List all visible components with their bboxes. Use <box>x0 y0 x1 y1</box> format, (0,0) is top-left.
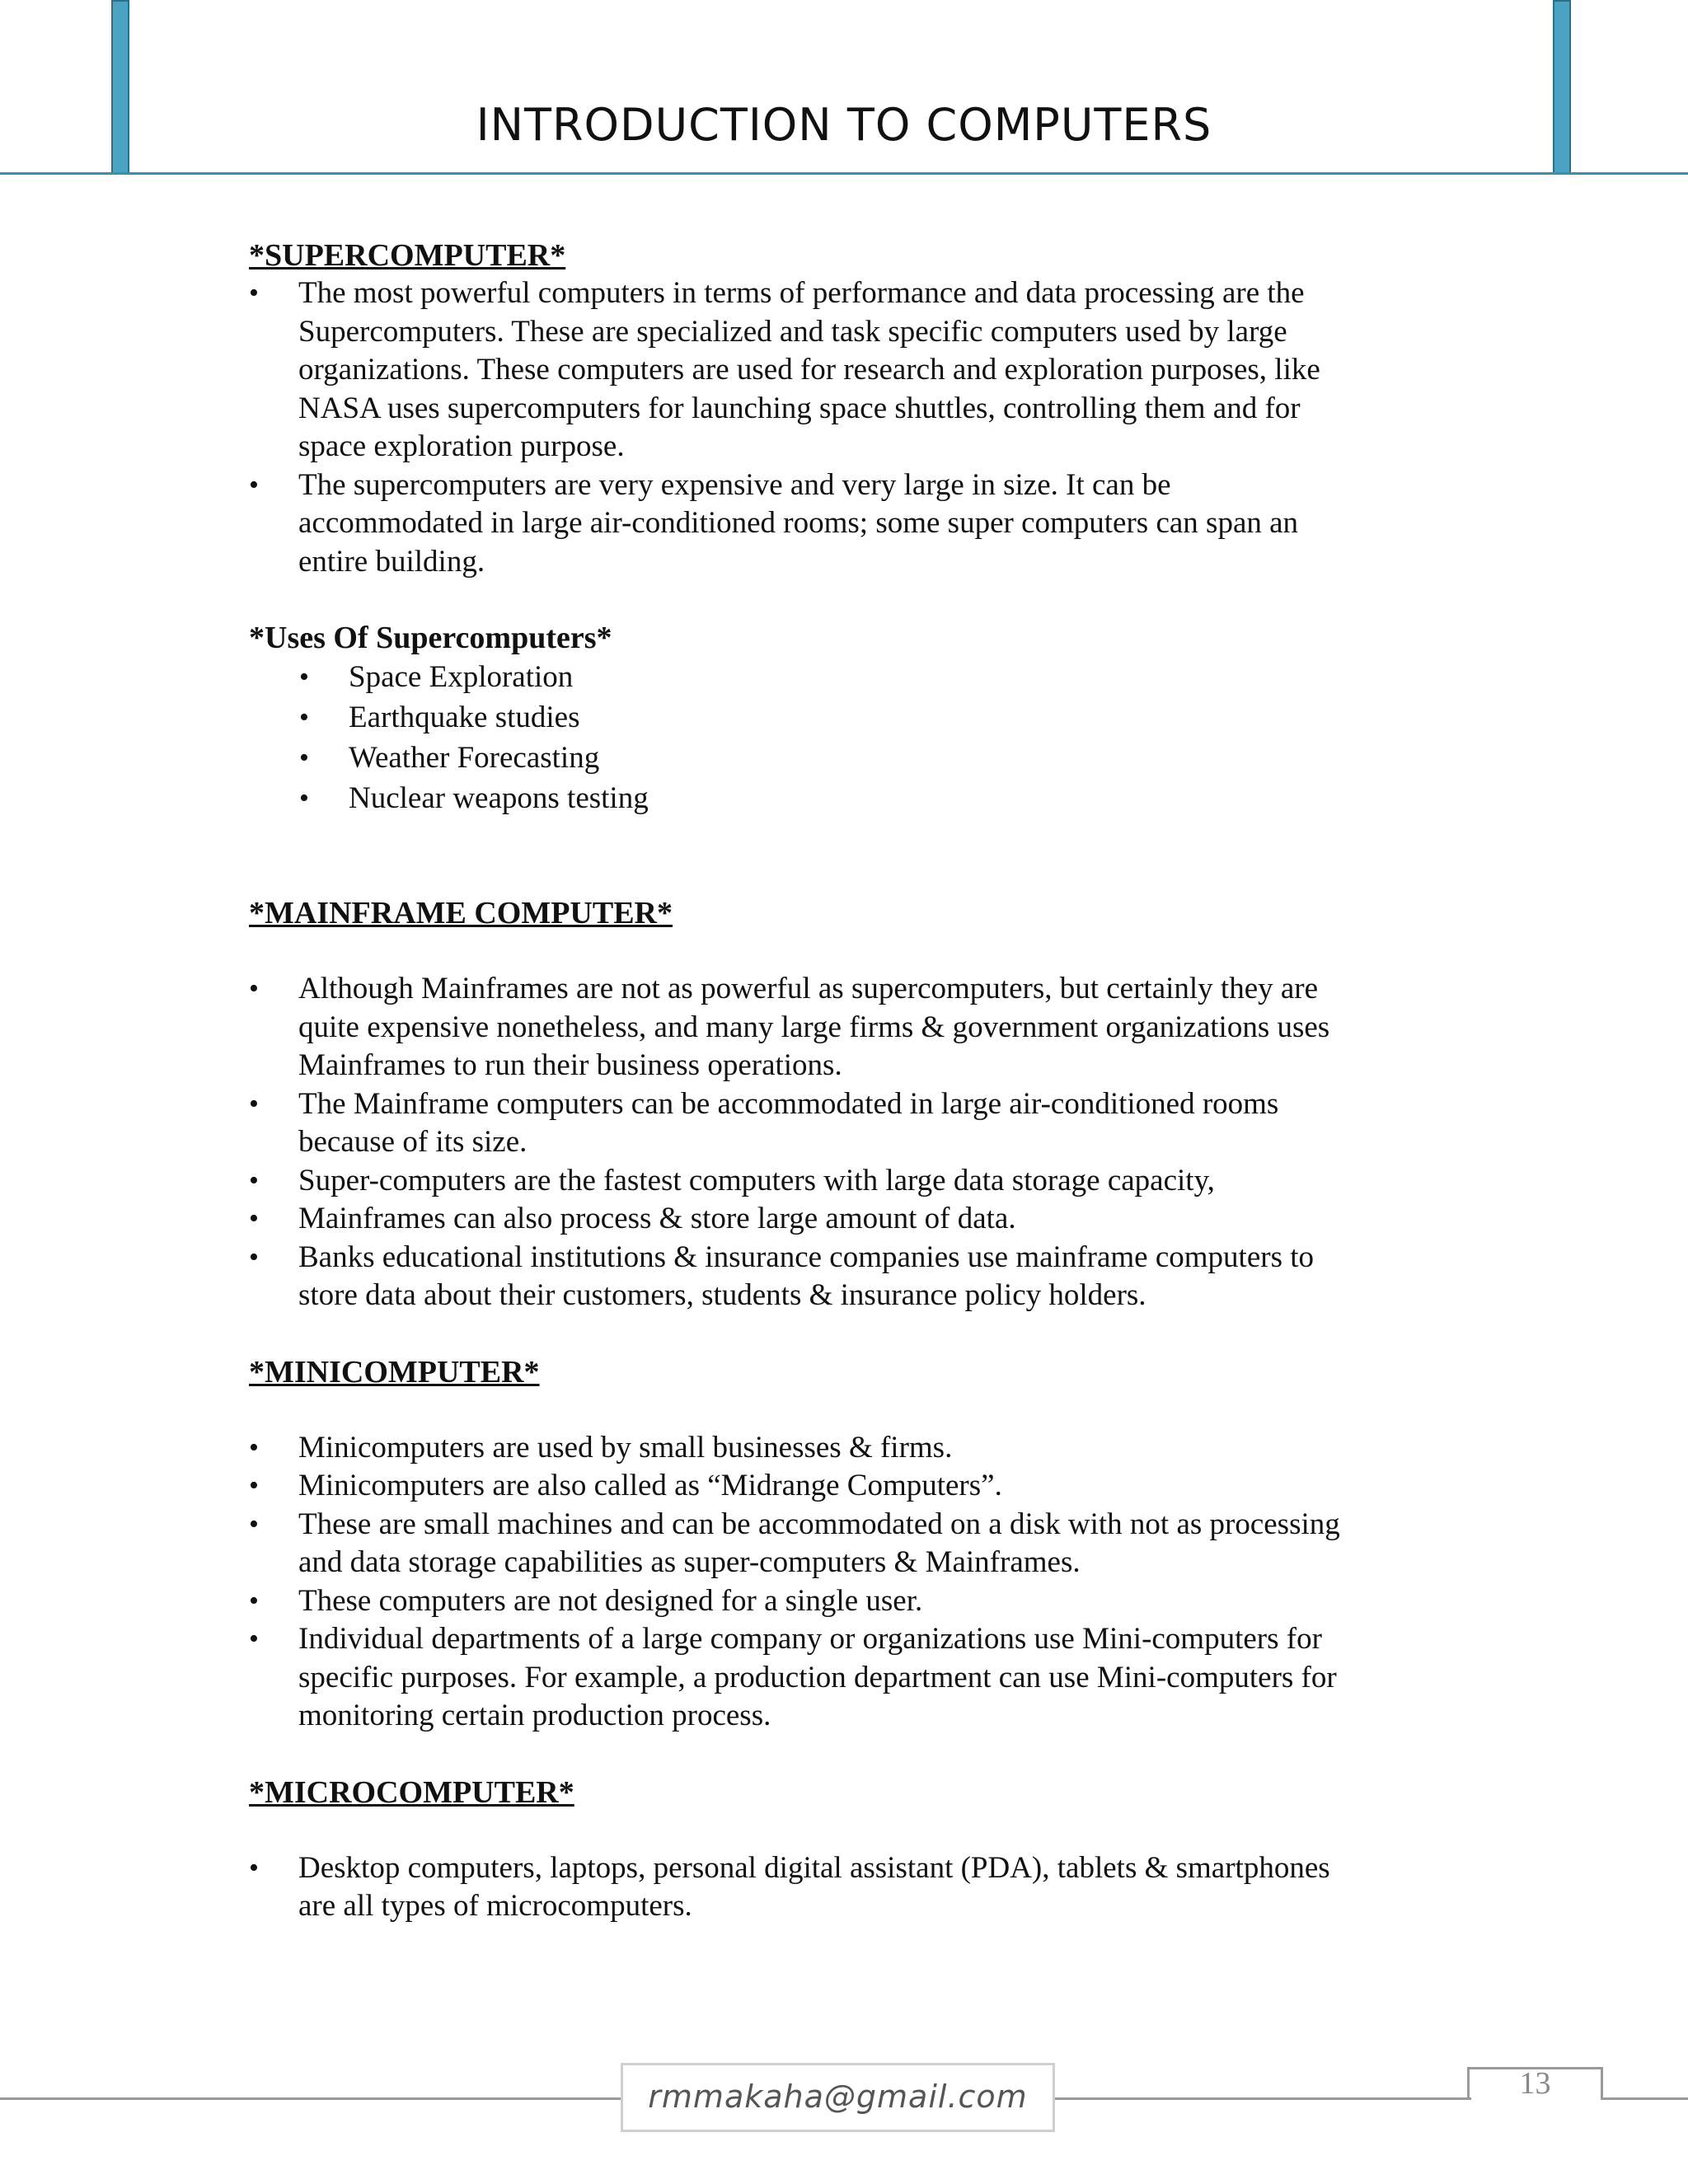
supercomputer-heading: *SUPERCOMPUTER* <box>249 238 566 273</box>
footer-rule-middle <box>1051 2097 1471 2100</box>
minicomputer-heading: *MINICOMPUTER* <box>249 1354 540 1390</box>
list-item: • Weather Forecasting <box>249 738 1469 778</box>
footer-rule-left <box>0 2097 626 2100</box>
supercomputer-list <box>249 274 1469 581</box>
list-item: • Minicomputers are also called as “Midrange Computers”. <box>249 1467 1469 1506</box>
list-item: • Super-computers are the fastest computers with large data storage capacity, <box>249 1162 1469 1201</box>
header-rule <box>0 172 1688 175</box>
list-item: • Individual departments of a large company or organizations use Mini-computers for specific purposes. For example, a production department can use Mini-computers for monitoring certain production process. <box>249 1620 1469 1736</box>
footer-rule-right <box>1601 2097 1688 2100</box>
document-body <box>249 237 1469 1926</box>
uses-list <box>249 657 1469 818</box>
list-item: • The supercomputers are very expensive and very large in size. It can be accommodated in large air-conditioned rooms; some super computers can span an entire building. <box>249 466 1469 582</box>
microcomputer-list <box>249 1849 1469 1926</box>
list-item: • These computers are not designed for a single user. <box>249 1582 1469 1621</box>
list-item: • Earthquake studies <box>249 697 1469 738</box>
list-item: • The Mainframe computers can be accommodated in large air-conditioned rooms because of its size. <box>249 1085 1469 1162</box>
list-item: • These are small machines and can be accommodated on a disk with not as processing and data storage capabilities as super-computers & Mainframes. <box>249 1506 1469 1582</box>
uses-heading: *Uses Of Supercomputers* <box>249 621 612 655</box>
mainframe-list <box>249 970 1469 1315</box>
list-item: • Space Exploration <box>249 657 1469 697</box>
microcomputer-heading: *MICROCOMPUTER* <box>249 1774 574 1810</box>
list-item: • The most powerful computers in terms of performance and data processing are the Supercomputers. These are specialized and task specific computers used by large organizations. These computers are used for research and exploration purposes, like NASA uses supercomputers for launching space shuttles, controlling them and for space exploration purpose. <box>249 274 1469 466</box>
footer-email: rmmakaha@gmail.com <box>621 2063 1055 2132</box>
minicomputer-list <box>249 1429 1469 1736</box>
page-title: INTRODUCTION TO COMPUTERS <box>476 99 1212 151</box>
page-number: 13 <box>1519 2066 1551 2101</box>
list-item: • Although Mainframes are not as powerful as supercomputers, but certainly they are quite expensive nonetheless, and many large firms & government organizations uses Mainframes to run their business operations. <box>249 970 1469 1085</box>
list-item: • Banks educational institutions & insurance companies use mainframe computers to store data about their customers, students & insurance policy holders. <box>249 1239 1469 1315</box>
list-item: • Mainframes can also process & store large amount of data. <box>249 1200 1469 1239</box>
list-item: • Nuclear weapons testing <box>249 778 1469 818</box>
list-item: • Minicomputers are used by small businesses & firms. <box>249 1429 1469 1468</box>
mainframe-heading: *MAINFRAME COMPUTER* <box>249 896 673 930</box>
list-item: • Desktop computers, laptops, personal digital assistant (PDA), tablets & smartphones are all types of microcomputers. <box>249 1849 1469 1926</box>
